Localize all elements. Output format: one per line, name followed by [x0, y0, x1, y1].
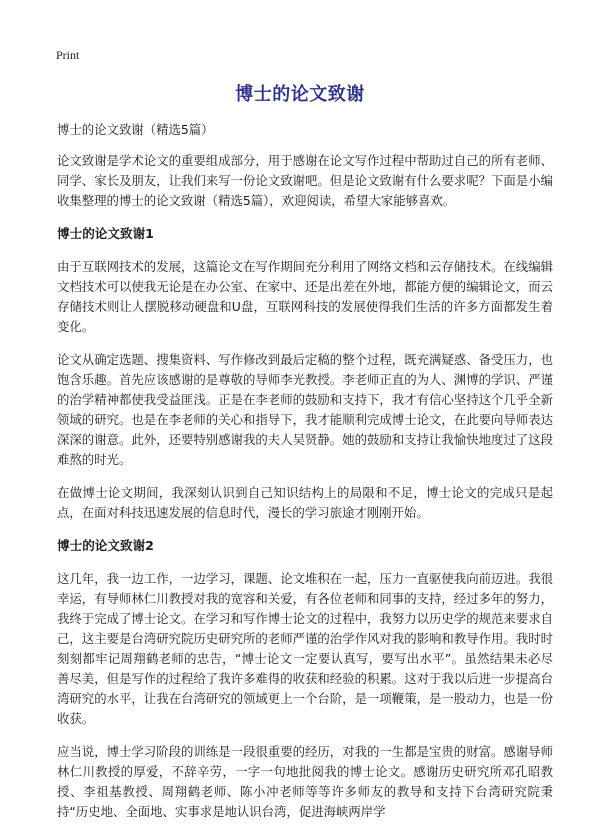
section-1-paragraph-2: 论文从确定选题、搜集资料、写作修改到最后定稿的整个过程，既充满疑惑、备受压力，也饱含乐趣。首先应该感谢的是尊敬的导师李光教授。李老师正直的为人、渊博的学识、严谨的治学精神都使我受益匪浅。正是在李老师的鼓励和支持下，我才有信心坚持这个几乎全新领域的研究。也是在李老师的关心和指导下，我才能顺利完成博士论文，在此要向导师表达深深的谢意。此外，还要特别感谢我的夫人吴贤静。她的鼓励和支持让我愉快地度过了这段难熬的时光。 — [57, 352, 553, 467]
page-title: 博士的论文致谢 — [235, 84, 365, 105]
section-heading-2: 博士的论文致谢2 — [57, 538, 154, 553]
section-1-paragraph-1: 由于互联网技术的发展，这篇论文在写作期间充分利用了网络文档和云存储技术。在线编辑文档技术可以使我无论是在办公室、在家中、还是出差在外地，都能方便的编辑论文，而云存储技术则让人摆脱移动硬盘和U盘，互联网科技的发展使得我们生活的许多方面都发生着变化。 — [57, 259, 553, 334]
print-link[interactable]: Print — [56, 48, 80, 62]
section-1-paragraph-3: 在做博士论文期间，我深刻认识到自己知识结构上的局限和不足，博士论文的完成只是起点，在面对科技迅速发展的信息时代，漫长的学习旅途才刚刚开始。 — [57, 485, 553, 520]
intro-paragraph: 论文致谢是学术论文的重要组成部分，用于感谢在论文写作过程中帮助过自己的所有老师、同学、家长及朋友，让我们来写一份论文致谢吧。但是论文致谢有什么要求呢？下面是小编收集整理的博士的论文致谢（精选5篇），欢迎阅读，希望大家能够喜欢。 — [57, 153, 553, 208]
article-subtitle: 博士的论文致谢（精选5篇） — [57, 122, 214, 137]
section-heading-1: 博士的论文致谢1 — [57, 226, 154, 241]
article-body — [57, 120, 553, 828]
section-2-paragraph-2: 应当说，博士学习阶段的训练是一段很重要的经历，对我的一生都是宝贵的财富。感谢导师林仁川教授的厚爱，不辞辛劳，一字一句地批阅我的博士论文。感谢历史研究所邓孔昭教授、李祖基教授、周翔鹤老师、陈小冲老师等等许多师友的教导和支持下台湾研究院秉持“历史地、全面地、实事求是地认识台湾，促进海峡两岸学 — [57, 744, 553, 819]
section-2-paragraph-1: 这几年，我一边工作，一边学习，课题、论文堆积在一起，压力一直驱使我向前迈进。我很幸运，有导师林仁川教授对我的宽容和关爱，有各位老师和同事的支持，经过多年的努力，我终于完成了博士论文。在学习和写作博士论文的过程中，我努力以历史学的规范来要求自己，这主要是台湾研究院历史研究所的老师严谨的治学作风对我的影响和教导作用。我时时刻刻都牢记周翔鹤老师的忠告，“博士论文一定要认真写，要写出水平”。虽然结果未必尽善尽美，但是写作的过程给了我许多难得的收获和经验的积累。这对于我以后进一步提高台湾研究的水平，让我在台湾研究的领域更上一个台阶，是一项鞭策，是一股动力，也是一份收获。 — [57, 571, 553, 726]
